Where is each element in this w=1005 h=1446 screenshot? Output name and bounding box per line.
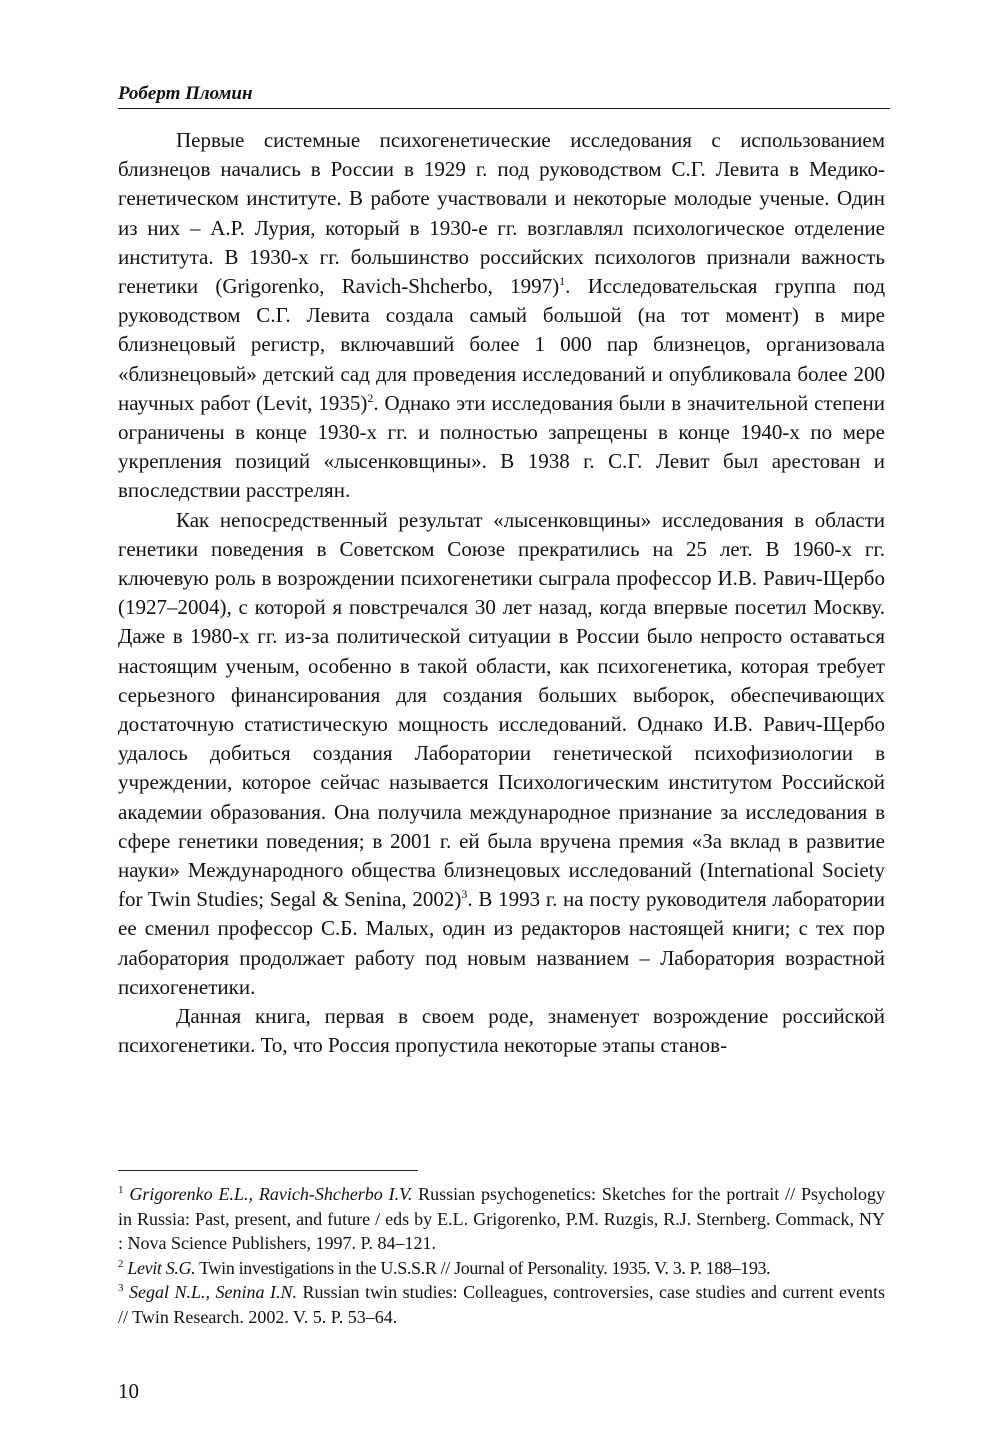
footnote-3 — [118, 1280, 885, 1329]
footnote-1-authors: Grigorenko E.L., Ravich-Shcherbo I.V. — [129, 1184, 413, 1204]
footnote-1-number: 1 — [118, 1184, 124, 1196]
paragraph-1 — [118, 126, 885, 506]
footnote-ref-2[interactable]: 2 — [367, 390, 374, 405]
footnote-ref-1[interactable]: 1 — [559, 274, 566, 289]
running-header — [118, 82, 890, 109]
footnote-3-number: 3 — [118, 1282, 124, 1294]
footnote-ref-3[interactable]: 3 — [461, 887, 468, 902]
paragraph-2-text-a: Как непосредственный результат «лысенковщины» исследования в области генетики поведения в Советском Союзе прекратились на 25 лет. В 1960-х гг. ключевую роль в возрождении психогенетики сыграла профессор И.В. Равич-Щербо (1927–2004), с которой я повстречался 30 лет назад, когда впервые посетил Москву. Даже в 1980-х гг. из-за политической ситуации в России было непросто оставаться настоящим ученым, особенно в такой области, как психогенетика, которая требует серьезного финансирования для создания больших выборок, обеспечивающих достаточную статистическую мощность исследований. Однако И.В. Равич-Щербо удалось добиться создания Лаборатории генетической психофизиологии в учреждении, которое сейчас называется Психологическим институтом Российской академии образования. Она получила международное признание за исследования в сфере генетики поведения; в 2001 г. ей была вручена премия «За вклад в развитие науки» Международного общества близнецовых исследований (International Society for Twin Studies; Segal & Senina, 2002) — [118, 507, 885, 912]
page-number: 10 — [118, 1379, 139, 1403]
footnote-2-number: 2 — [118, 1257, 124, 1270]
paragraph-1-text-a: Первые системные психогенетические исследования с использованием близнецов начались в России в 1929 г. под руководством С.Г. Левита в Медико-генетическом институте. В работе участвовали и некоторые молодые ученые. Один из них – А.Р. Лурия, который в 1930-е гг. возглавлял психологическое отделение института. В 1930-х гг. большинство российских психологов признали важность генетики (Grigorenko, Ravich-Shcherbo, 1997) — [118, 128, 885, 299]
footnote-separator — [118, 1170, 418, 1171]
paragraph-2-text-b: . В 1993 г. на посту руководителя лаборатории ее сменил профессор С.Б. Малых, один из редакторов настоящей книги; с тех пор лаборатория продолжает работу под новым названием – Лаборатория возрастной психогенетики. — [118, 887, 885, 999]
footnote-2-text: Twin investigations in the U.S.S.R // Journal of Personality. 1935. V. 3. P. 188–193. — [195, 1257, 771, 1278]
paragraph-3: Данная книга, первая в своем роде, знаменует возрождение российской психогенетики. То, что Россия пропустила некоторые этапы станов- — [118, 1004, 885, 1058]
header-author: Роберт Пломин — [118, 83, 253, 104]
footnote-1 — [118, 1182, 885, 1256]
paragraph-2 — [118, 506, 885, 1002]
footnote-2 — [118, 1256, 885, 1281]
footnote-2-authors: Levit S.G. — [127, 1257, 196, 1278]
paragraph-1-text-b: . Исследовательская группа под руководством С.Г. Левита создала самый большой (на тот момент) в мире близнецовый регистр, включавший более 1 000 пар близнецов, организовала «близнецовый» детский сад для проведения исследований и опубликовала более 200 научных работ (Levit, 1935) — [118, 274, 885, 415]
paragraph-1-text-c: . Однако эти исследования были в значительной степени ограничены в конце 1930-х гг. и полностью запрещены в конце 1940-х по мере укрепления позиций «лысенковщины». В 1938 г. С.Г. Левит был арестован и впоследствии расстрелян. — [118, 390, 885, 503]
footnotes — [118, 1182, 885, 1329]
footnote-3-authors: Segal N.L., Senina I.N. — [129, 1282, 298, 1302]
footnote-1-text: Russian psychogenetics: Sketches for the portrait // Psychology in Russia: Past, present, and future / eds by E.L. Grigorenko, P.M. Ruzgis, R.J. Sternberg. Commack, NY : Nova Science Publishers, 1997. P. 84–121. — [118, 1184, 885, 1253]
body-text — [118, 126, 885, 1061]
footnote-3-text: Russian twin studies: Colleagues, controversies, case studies and current events // Twin Research. 2002. V. 5. P. 53–64. — [118, 1282, 886, 1327]
